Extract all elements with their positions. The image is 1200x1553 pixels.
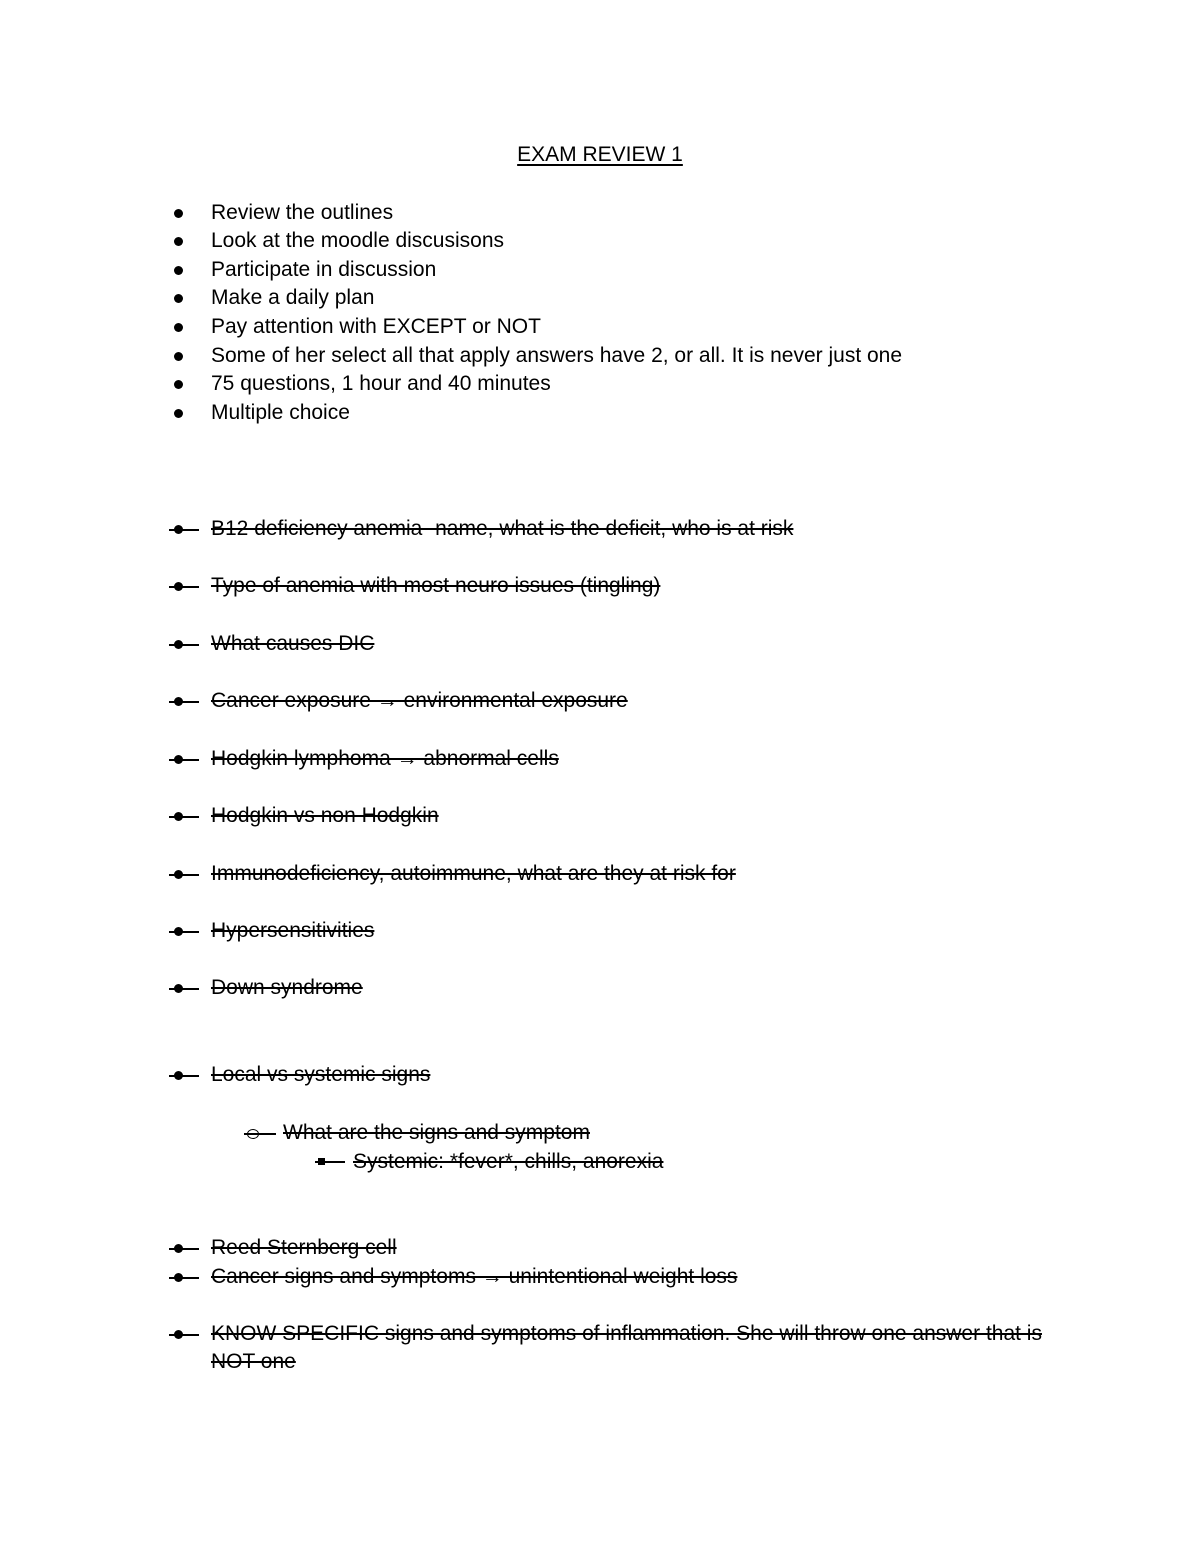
topic-item: What causes DIC — [211, 632, 375, 655]
sub-sub-item: Systemic: *fever*, chills, anorexia — [353, 1150, 664, 1173]
tip-item: Review the outlines — [211, 201, 394, 224]
topic-item: Cancer exposure → environmental exposure — [211, 689, 628, 712]
bullet-icon — [174, 380, 183, 389]
bullet-icon — [174, 1071, 183, 1080]
bullet-icon — [174, 640, 183, 649]
sub-item: What are the signs and symptom — [283, 1121, 590, 1144]
bullet-icon — [174, 209, 183, 218]
tip-item: 75 questions, 1 hour and 40 minutes — [211, 372, 551, 395]
bullet-icon — [174, 1330, 183, 1339]
bullet-icon — [174, 1273, 183, 1282]
bullet-icon — [174, 352, 183, 361]
topic-item: Hodgkin vs non Hodgkin — [211, 804, 439, 827]
topic-item: Local vs systemic signs — [211, 1063, 431, 1086]
bullet-icon — [174, 1244, 183, 1253]
topic-item: Hypersensitivities — [211, 919, 375, 942]
tip-item: Multiple choice — [211, 401, 350, 424]
tip-item: Make a daily plan — [211, 286, 375, 309]
topic-item: Type of anemia with most neuro issues (tingling) — [211, 574, 661, 597]
topic-item: Immunodeficiency, autoimmune, what are they at risk for — [211, 862, 736, 885]
bullet-icon — [174, 984, 183, 993]
hollow-bullet-icon — [247, 1129, 259, 1139]
bullet-icon — [174, 582, 183, 591]
topic-item: KNOW SPECIFIC signs and symptoms of inflammation. She will throw one answer that is NOT one — [211, 1322, 1042, 1373]
bullet-icon — [174, 697, 183, 706]
bullet-icon — [174, 409, 183, 418]
bullet-icon — [174, 525, 183, 534]
bullet-icon — [174, 294, 183, 303]
bullet-icon — [174, 323, 183, 332]
bullet-icon — [174, 266, 183, 275]
document-title: EXAM REVIEW 1 — [517, 143, 683, 166]
bullet-icon — [174, 870, 183, 879]
topic-item: B12 deficiency anemia- name, what is the deficit, who is at risk — [211, 517, 794, 540]
bullet-icon — [174, 237, 183, 246]
square-bullet-icon — [318, 1158, 325, 1165]
topic-item: Hodgkin lymphoma → abnormal cells — [211, 747, 559, 770]
topic-item: Cancer signs and symptoms → unintentional weight loss — [211, 1265, 738, 1288]
bullet-icon — [174, 755, 183, 764]
tip-item: Pay attention with EXCEPT or NOT — [211, 315, 541, 338]
tip-item: Some of her select all that apply answers have 2, or all. It is never just one — [211, 344, 903, 367]
bullet-icon — [174, 927, 183, 936]
bullet-icon — [174, 812, 183, 821]
topic-item: Down syndrome — [211, 976, 363, 999]
topic-item: Reed Sternberg cell — [211, 1236, 397, 1259]
tip-item: Participate in discussion — [211, 258, 437, 281]
tip-item: Look at the moodle discusisons — [211, 229, 505, 252]
